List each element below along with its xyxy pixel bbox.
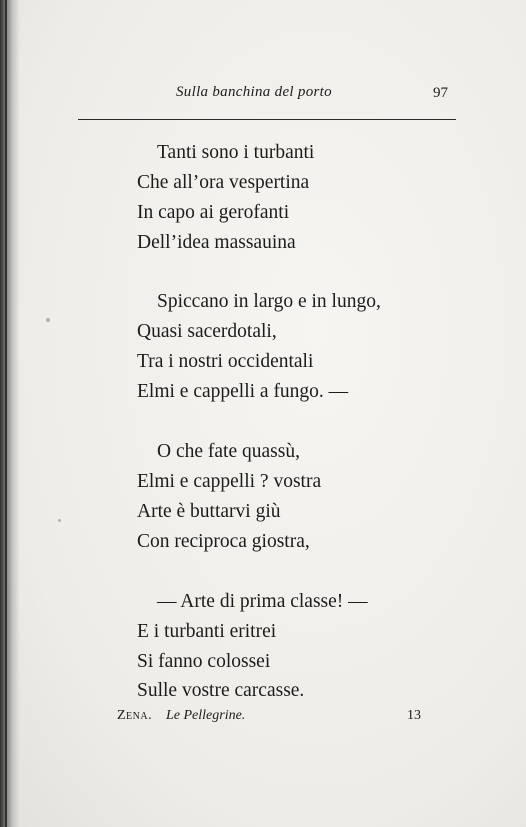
poem-line: Si fanno colossei [137,651,271,672]
poem-line: Elmi e cappelli a fungo. — [137,381,349,402]
poem-line: Arte è buttarvi giù [137,501,281,522]
paper-speck [46,318,50,322]
page-footer [0,708,526,732]
poem-line: O che fate quassù, [157,441,300,462]
poem-line: In capo ai gerofanti [137,202,290,223]
poem-line: Tanti sono i turbanti [157,142,315,163]
running-title: Sulla banchina del porto [176,84,332,100]
printer-signature-mark: 13 [407,708,421,723]
poem-line: E i turbanti eritrei [137,621,277,642]
poem-line: Quasi sacerdotali, [137,321,277,342]
paper-speck [58,519,61,522]
poem-line: Spiccano in largo e in lungo, [157,291,381,312]
poem-line: Tra i nostri occidentali [137,351,314,372]
poem-line: Sulle vostre carcasse. [137,680,305,701]
footer-book-title: Le Pellegrine. [166,708,246,723]
page-number: 97 [433,85,448,101]
poem-line: Che all’ora vespertina [137,172,310,193]
footer-author: Zena. [117,708,153,723]
poem-line: — Arte di prima classe! — [157,591,368,612]
poem-line: Con reciproca giostra, [137,531,310,552]
poem-line: Dell’idea massauina [137,232,296,253]
poem-line: Elmi e cappelli ? vostra [137,471,322,492]
